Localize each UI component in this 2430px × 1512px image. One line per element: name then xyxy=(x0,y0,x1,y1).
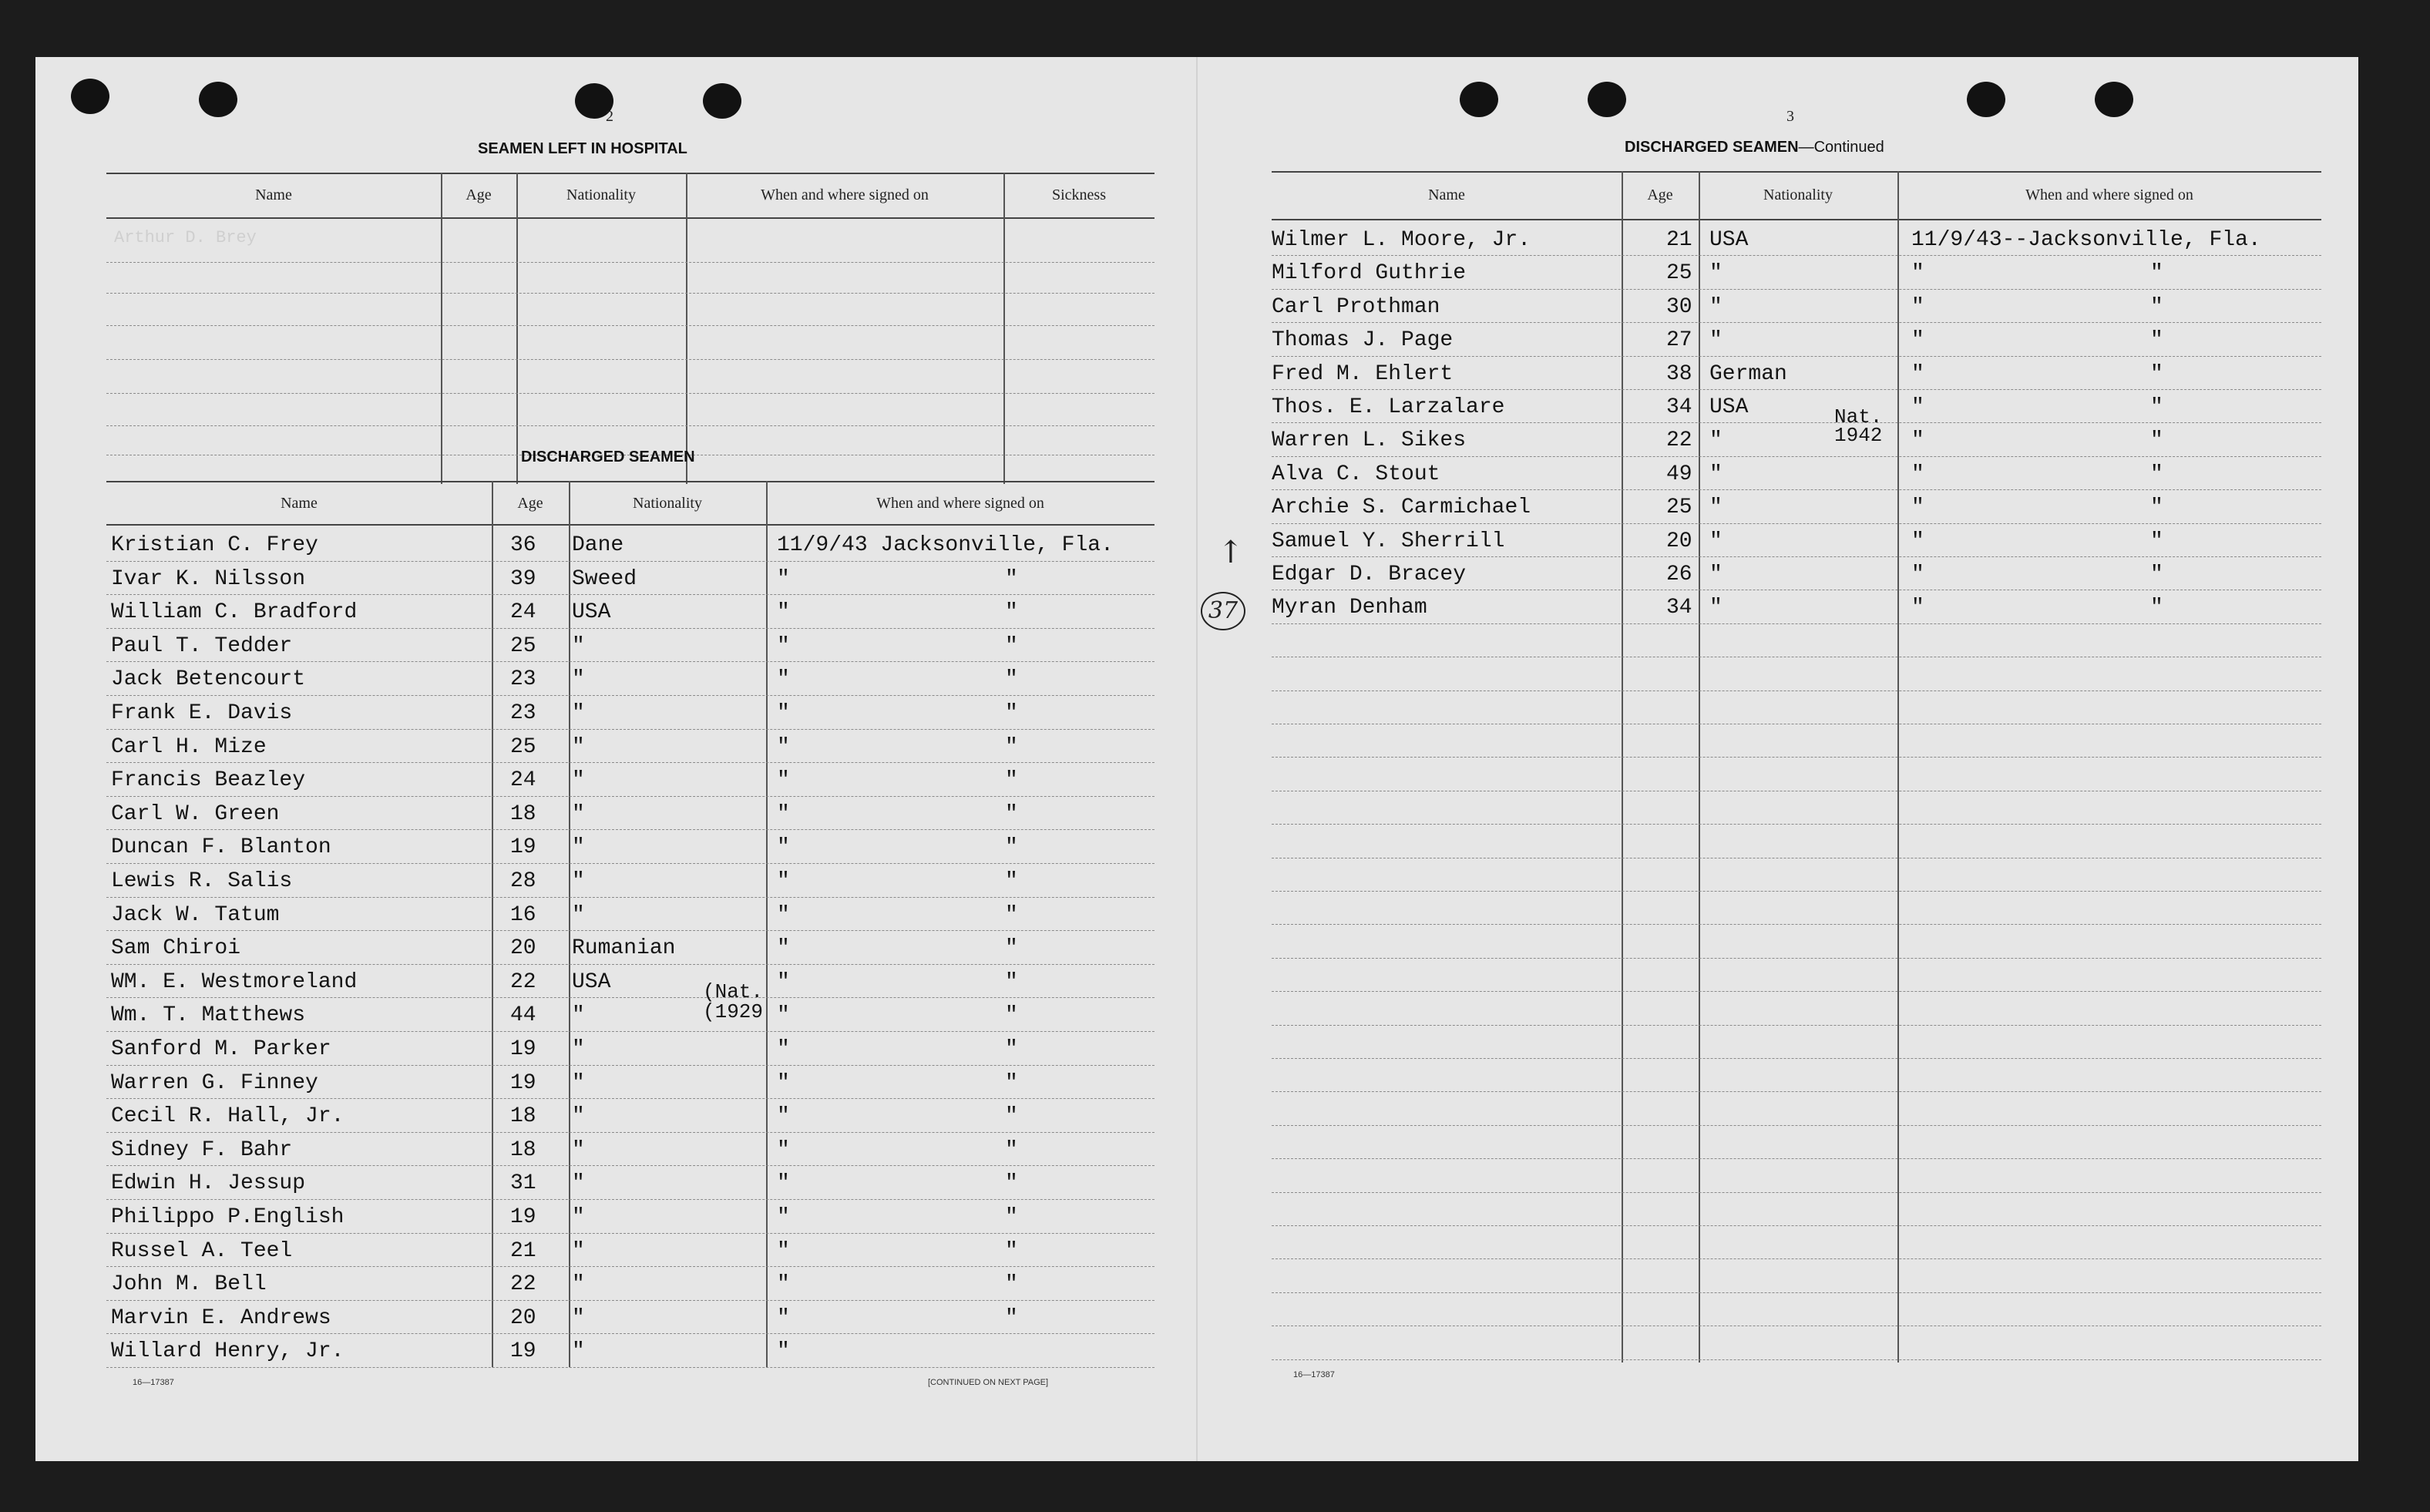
table-row-blank xyxy=(1272,891,2321,925)
table-row xyxy=(106,628,1155,663)
table-row xyxy=(106,897,1155,932)
page-fold xyxy=(1196,57,1198,1461)
discharged-table-left xyxy=(106,481,1155,1367)
table-row-blank xyxy=(1272,757,2321,791)
signed-on-cell: " xyxy=(777,1238,790,1263)
table-row xyxy=(1272,456,2321,490)
table-row xyxy=(106,359,1155,394)
name-cell: Frank E. Davis xyxy=(111,701,293,725)
place-cell: " xyxy=(1005,1171,1018,1196)
age-cell: 44 xyxy=(510,1003,536,1028)
signed-on-cell: " xyxy=(777,667,790,692)
column-header-nationality: Nationality xyxy=(1763,186,1833,203)
table-row xyxy=(1272,356,2321,390)
column-header-name: Name xyxy=(1428,186,1465,203)
age-cell: 22 xyxy=(510,969,536,994)
name-cell: Philippo P.English xyxy=(111,1205,345,1229)
signed-on-cell: " xyxy=(1911,529,1924,553)
place-cell: " xyxy=(1005,701,1018,725)
place-cell: " xyxy=(2150,563,2163,586)
signed-on-cell: " xyxy=(777,1272,790,1297)
table-row xyxy=(106,829,1155,864)
age-cell: 21 xyxy=(1666,228,1692,252)
table-row xyxy=(106,1165,1155,1200)
place-cell: " xyxy=(1005,1305,1018,1330)
place-cell: " xyxy=(1005,936,1018,961)
table-row-blank xyxy=(1272,1292,2321,1326)
table-row xyxy=(106,997,1155,1032)
table-row xyxy=(106,219,1155,263)
name-cell: Sanford M. Parker xyxy=(111,1037,331,1061)
signed-on-cell: " xyxy=(777,1037,790,1061)
name-cell: Samuel Y. Sherrill xyxy=(1272,529,1505,553)
age-cell: 24 xyxy=(510,768,536,793)
name-cell: Warren G. Finney xyxy=(111,1070,318,1095)
place-cell: " xyxy=(1005,633,1018,658)
column-header-sickness: Sickness xyxy=(1052,186,1106,203)
column-header-name: Name xyxy=(281,495,318,512)
age-cell: 18 xyxy=(510,1137,536,1162)
place-cell: " xyxy=(1005,1070,1018,1095)
age-cell: 19 xyxy=(510,1205,536,1229)
name-cell: Carl Prothman xyxy=(1272,294,1440,319)
name-cell: Sidney F. Bahr xyxy=(111,1137,293,1162)
nationality-cell: " xyxy=(572,1070,585,1095)
form-number: 16—17387 xyxy=(133,1378,174,1387)
naturalization-note: 1942 xyxy=(1834,424,1883,447)
table-row-blank xyxy=(1272,1125,2321,1159)
signed-on-cell: " xyxy=(1911,328,1924,353)
signed-on-cell: " xyxy=(1911,395,1924,419)
name-cell: Russel A. Teel xyxy=(111,1238,293,1263)
place-cell: " xyxy=(1005,869,1018,893)
age-cell: 20 xyxy=(1666,529,1692,553)
signed-on-cell: " xyxy=(777,734,790,759)
age-cell: 22 xyxy=(510,1272,536,1297)
age-cell: 21 xyxy=(510,1238,536,1263)
nationality-cell: " xyxy=(572,1037,585,1061)
place-cell: " xyxy=(1005,768,1018,793)
nationality-cell: " xyxy=(572,902,585,927)
place-cell: " xyxy=(1005,1205,1018,1229)
place-cell: " xyxy=(2150,294,2163,319)
signed-on-cell: " xyxy=(1911,496,1924,520)
nationality-cell: " xyxy=(1709,596,1723,620)
place-cell: " xyxy=(2150,596,2163,620)
place-cell: " xyxy=(1005,1003,1018,1028)
place-cell: " xyxy=(1005,902,1018,927)
name-cell: John M. Bell xyxy=(111,1272,267,1297)
name-cell: Duncan F. Blanton xyxy=(111,835,331,860)
table-row-blank xyxy=(1272,858,2321,892)
table-row xyxy=(1272,556,2321,590)
name-cell: Jack Betencourt xyxy=(111,667,306,692)
name-cell: Carl H. Mize xyxy=(111,734,267,759)
table-row xyxy=(106,293,1155,326)
section-title-discharged: DISCHARGED SEAMEN xyxy=(521,449,695,465)
age-cell: 25 xyxy=(1666,496,1692,520)
signed-on-cell: " xyxy=(1911,563,1924,586)
table-row-blank xyxy=(1272,991,2321,1025)
table-row-blank xyxy=(1272,824,2321,858)
table-row xyxy=(106,729,1155,764)
signed-on-cell: " xyxy=(777,1339,790,1364)
table-row-blank xyxy=(1272,690,2321,724)
column-header-age: Age xyxy=(1647,186,1673,203)
table-row xyxy=(106,796,1155,831)
signed-on-cell: " xyxy=(777,1171,790,1196)
nationality-cell: " xyxy=(572,1238,585,1263)
place-cell: " xyxy=(2150,328,2163,353)
nationality-cell: " xyxy=(572,768,585,793)
nationality-cell: " xyxy=(572,1305,585,1330)
nationality-cell: USA xyxy=(572,969,611,994)
nationality-cell: " xyxy=(1709,529,1723,553)
nationality-cell: " xyxy=(572,1272,585,1297)
table-row xyxy=(106,1300,1155,1335)
nationality-cell: " xyxy=(1709,261,1723,286)
place-cell: " xyxy=(1005,734,1018,759)
punch-hole xyxy=(703,83,741,119)
table-row-blank xyxy=(1272,1158,2321,1192)
signed-on-cell: " xyxy=(777,566,790,591)
nationality-cell: " xyxy=(572,1003,585,1028)
naturalization-note: (1929 xyxy=(703,1000,764,1023)
table-row xyxy=(106,661,1155,696)
nationality-cell: " xyxy=(572,801,585,826)
name-cell: Carl W. Green xyxy=(111,801,280,826)
table-row xyxy=(106,325,1155,360)
place-cell: " xyxy=(1005,566,1018,591)
age-cell: 27 xyxy=(1666,328,1692,353)
table-row-blank xyxy=(1272,623,2321,657)
page-number: 2 xyxy=(606,108,613,125)
place-cell: " xyxy=(1005,801,1018,826)
nationality-cell: USA xyxy=(1709,395,1749,419)
age-cell: 30 xyxy=(1666,294,1692,319)
nationality-cell: " xyxy=(572,1205,585,1229)
punch-hole xyxy=(1588,82,1626,117)
age-cell: 23 xyxy=(510,701,536,725)
signed-on-cell: " xyxy=(777,600,790,625)
table-row xyxy=(106,527,1155,562)
age-cell: 19 xyxy=(510,1339,536,1364)
signed-on-cell: " xyxy=(777,1137,790,1162)
table-row-blank xyxy=(1272,958,2321,992)
nationality-cell: " xyxy=(1709,294,1723,319)
age-cell: 16 xyxy=(510,902,536,927)
age-cell: 19 xyxy=(510,1070,536,1095)
table-row-blank xyxy=(1272,791,2321,825)
age-cell: 23 xyxy=(510,667,536,692)
signed-on-cell: " xyxy=(777,701,790,725)
signed-on-cell: " xyxy=(777,633,790,658)
name-cell: Warren L. Sikes xyxy=(1272,428,1467,453)
age-cell: 19 xyxy=(510,1037,536,1061)
arrow-up-mark: ↑ xyxy=(1218,535,1244,570)
title-continued: —Continued xyxy=(1798,139,1884,156)
signed-on-cell: 11/9/43 Jacksonville, Fla. xyxy=(777,533,1114,557)
nationality-cell: " xyxy=(572,667,585,692)
table-row xyxy=(1272,489,2321,523)
name-cell: Thomas J. Page xyxy=(1272,328,1454,353)
age-cell: 24 xyxy=(510,600,536,625)
signed-on-cell: " xyxy=(1911,596,1924,620)
circled-count-note: 37 xyxy=(1201,592,1245,630)
table-row xyxy=(106,1199,1155,1234)
document-sheet xyxy=(35,57,2358,1461)
table-row xyxy=(1272,523,2321,557)
naturalization-note: Nat. xyxy=(1834,405,1883,428)
table-row xyxy=(106,262,1155,294)
nationality-cell: USA xyxy=(1709,228,1749,252)
nationality-cell: " xyxy=(572,1104,585,1129)
signed-on-cell: " xyxy=(777,1070,790,1095)
signed-on-cell: " xyxy=(1911,428,1924,453)
signed-on-cell: " xyxy=(1911,462,1924,486)
age-cell: 34 xyxy=(1666,596,1692,620)
table-row xyxy=(106,594,1155,629)
nationality-cell: " xyxy=(572,1171,585,1196)
name-cell: Paul T. Tedder xyxy=(111,633,293,658)
place-cell: " xyxy=(2150,529,2163,553)
nationality-cell: USA xyxy=(572,600,611,625)
signed-on-cell: " xyxy=(777,936,790,961)
age-cell: 20 xyxy=(510,1305,536,1330)
nationality-cell: " xyxy=(1709,328,1723,353)
table-row-blank xyxy=(1272,1326,2321,1359)
table-row xyxy=(106,1233,1155,1268)
name-cell: Sam Chiroi xyxy=(111,936,241,961)
age-cell: 18 xyxy=(510,801,536,826)
nationality-cell: " xyxy=(572,633,585,658)
page-number: 3 xyxy=(1786,108,1794,125)
name-cell: Archie S. Carmichael xyxy=(1272,496,1531,520)
signed-on-cell: " xyxy=(777,969,790,994)
name-cell: Edgar D. Bracey xyxy=(1272,563,1467,586)
nationality-cell: " xyxy=(572,734,585,759)
name-cell: Alva C. Stout xyxy=(1272,462,1440,486)
name-cell: Francis Beazley xyxy=(111,768,306,793)
table-row xyxy=(1272,590,2321,623)
table-row xyxy=(106,561,1155,596)
name-cell: Kristian C. Frey xyxy=(111,533,318,557)
age-cell: 25 xyxy=(510,633,536,658)
table-row xyxy=(1272,422,2321,456)
section-title-hospital: SEAMEN LEFT IN HOSPITAL xyxy=(478,140,687,157)
table-row-blank xyxy=(1272,1192,2321,1226)
punch-hole xyxy=(199,82,237,117)
name-cell: William C. Bradford xyxy=(111,600,358,625)
name-cell: WM. E. Westmoreland xyxy=(111,969,358,994)
age-cell: 28 xyxy=(510,869,536,893)
place-cell: " xyxy=(1005,1104,1018,1129)
column-header-when-where: When and where signed on xyxy=(2025,186,2193,203)
faint-name-entry: Arthur D. Brey xyxy=(114,228,257,247)
punch-hole xyxy=(71,79,109,114)
signed-on-cell: 11/9/43--Jacksonville, Fla. xyxy=(1911,228,2261,252)
age-cell: 22 xyxy=(1666,428,1692,453)
table-row xyxy=(106,1266,1155,1301)
table-row xyxy=(106,964,1155,999)
table-row xyxy=(1272,322,2321,356)
table-row-blank xyxy=(1272,924,2321,958)
name-cell: Fred M. Ehlert xyxy=(1272,361,1454,386)
name-cell: Lewis R. Salis xyxy=(111,869,293,893)
signed-on-cell: " xyxy=(777,902,790,927)
signed-on-cell: " xyxy=(777,801,790,826)
place-cell: " xyxy=(1005,1037,1018,1061)
table-row xyxy=(106,1132,1155,1167)
place-cell: " xyxy=(1005,667,1018,692)
age-cell: 49 xyxy=(1666,462,1692,486)
column-header-nationality: Nationality xyxy=(633,495,702,512)
nationality-cell: Dane xyxy=(572,533,624,557)
table-row xyxy=(106,1333,1155,1368)
table-row xyxy=(1272,289,2321,323)
nationality-cell: Sweed xyxy=(572,566,637,591)
signed-on-cell: " xyxy=(777,1003,790,1028)
name-cell: Edwin H. Jessup xyxy=(111,1171,306,1196)
punch-hole xyxy=(1460,82,1498,117)
table-row-blank xyxy=(1272,1258,2321,1292)
table-row-blank xyxy=(1272,1025,2321,1059)
place-cell: " xyxy=(1005,1238,1018,1263)
table-row-blank xyxy=(1272,724,2321,758)
table-row xyxy=(106,930,1155,965)
age-cell: 25 xyxy=(510,734,536,759)
nationality-cell: " xyxy=(572,1339,585,1364)
column-header-nationality: Nationality xyxy=(566,186,636,203)
discharged-table-right xyxy=(1272,171,2321,1362)
nationality-cell: " xyxy=(572,1137,585,1162)
column-header-when-where: When and where signed on xyxy=(876,495,1044,512)
place-cell: " xyxy=(2150,496,2163,520)
nationality-cell: " xyxy=(572,835,585,860)
table-row xyxy=(1272,222,2321,256)
nationality-cell: " xyxy=(1709,428,1723,453)
nationality-cell: " xyxy=(572,701,585,725)
table-row-blank xyxy=(1272,1091,2321,1125)
table-row xyxy=(106,863,1155,898)
continued-note: [CONTINUED ON NEXT PAGE] xyxy=(928,1378,1049,1387)
place-cell: " xyxy=(2150,395,2163,419)
age-cell: 25 xyxy=(1666,261,1692,286)
place-cell: " xyxy=(2150,261,2163,286)
age-cell: 19 xyxy=(510,835,536,860)
name-cell: Thos. E. Larzalare xyxy=(1272,395,1505,419)
punch-hole xyxy=(2095,82,2133,117)
nationality-cell: " xyxy=(1709,462,1723,486)
table-row xyxy=(106,1031,1155,1066)
place-cell: " xyxy=(1005,1272,1018,1297)
name-cell: Myran Denham xyxy=(1272,596,1427,620)
place-cell: " xyxy=(2150,361,2163,386)
table-row xyxy=(106,1098,1155,1133)
age-cell: 34 xyxy=(1666,395,1692,419)
signed-on-cell: " xyxy=(777,768,790,793)
punch-hole xyxy=(1967,82,2005,117)
column-header-name: Name xyxy=(255,186,292,203)
name-cell: Marvin E. Andrews xyxy=(111,1305,331,1330)
place-cell: " xyxy=(1005,1137,1018,1162)
age-cell: 20 xyxy=(510,936,536,961)
name-cell: Wm. T. Matthews xyxy=(111,1003,306,1028)
hospital-table xyxy=(106,173,1155,484)
name-cell: Willard Henry, Jr. xyxy=(111,1339,345,1364)
name-cell: Milford Guthrie xyxy=(1272,261,1467,286)
form-number: 16—17387 xyxy=(1293,1370,1335,1379)
column-header-age: Age xyxy=(517,495,543,512)
table-row xyxy=(106,1065,1155,1100)
naturalization-note: (Nat. xyxy=(703,980,764,1003)
table-row xyxy=(106,393,1155,426)
age-cell: 26 xyxy=(1666,563,1692,586)
table-row xyxy=(1272,389,2321,423)
name-cell: Ivar K. Nilsson xyxy=(111,566,306,591)
signed-on-cell: " xyxy=(1911,361,1924,386)
table-row-blank xyxy=(1272,1058,2321,1092)
age-cell: 31 xyxy=(510,1171,536,1196)
age-cell: 18 xyxy=(510,1104,536,1129)
nationality-cell: " xyxy=(1709,496,1723,520)
nationality-cell: German xyxy=(1709,361,1787,386)
place-cell: " xyxy=(2150,462,2163,486)
section-title-discharged-continued xyxy=(1625,139,1884,156)
place-cell: " xyxy=(1005,969,1018,994)
table-row-blank xyxy=(1272,1225,2321,1259)
signed-on-cell: " xyxy=(777,1104,790,1129)
age-cell: 36 xyxy=(510,533,536,557)
place-cell: " xyxy=(1005,835,1018,860)
place-cell: " xyxy=(1005,600,1018,625)
signed-on-cell: " xyxy=(1911,294,1924,319)
signed-on-cell: " xyxy=(777,869,790,893)
table-row xyxy=(106,762,1155,797)
table-row xyxy=(1272,255,2321,289)
signed-on-cell: " xyxy=(1911,261,1924,286)
signed-on-cell: " xyxy=(777,835,790,860)
nationality-cell: " xyxy=(572,869,585,893)
age-cell: 39 xyxy=(510,566,536,591)
nationality-cell: Rumanian xyxy=(572,936,676,961)
signed-on-cell: " xyxy=(777,1205,790,1229)
name-cell: Wilmer L. Moore, Jr. xyxy=(1272,228,1531,252)
table-row-blank xyxy=(1272,657,2321,690)
table-row xyxy=(106,695,1155,730)
column-header-age: Age xyxy=(465,186,492,203)
title-main: DISCHARGED SEAMEN xyxy=(1625,139,1799,156)
age-cell: 38 xyxy=(1666,361,1692,386)
name-cell: Jack W. Tatum xyxy=(111,902,280,927)
signed-on-cell: " xyxy=(777,1305,790,1330)
column-header-when-where: When and where signed on xyxy=(761,186,929,203)
place-cell: " xyxy=(2150,428,2163,453)
name-cell: Cecil R. Hall, Jr. xyxy=(111,1104,345,1129)
nationality-cell: " xyxy=(1709,563,1723,586)
